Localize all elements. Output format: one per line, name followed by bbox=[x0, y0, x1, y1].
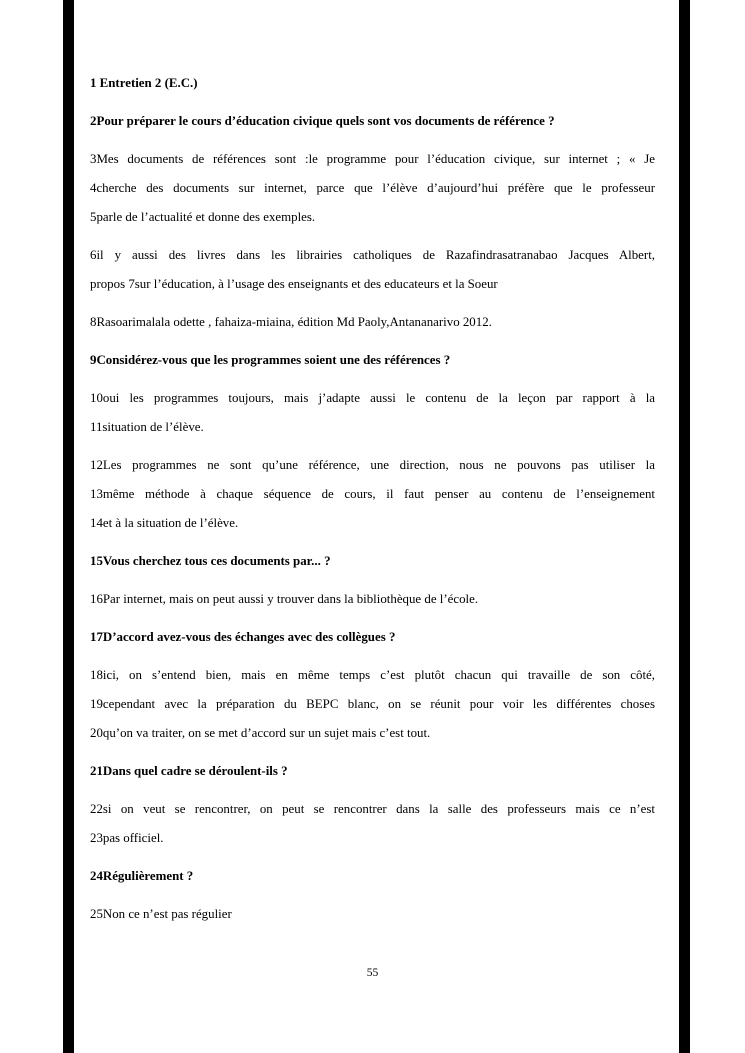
page-number: 55 bbox=[366, 967, 379, 979]
question-paragraph bbox=[90, 69, 655, 98]
text-line: 23pas officiel. bbox=[90, 831, 164, 845]
answer-paragraph bbox=[90, 795, 655, 853]
text-line: 21Dans quel cadre se déroulent-ils ? bbox=[90, 764, 288, 778]
question-paragraph bbox=[90, 862, 655, 891]
text-line: 18ici, on s’entend bien, mais en même temps c’est plutôt chacun qui travaille de son côté, bbox=[90, 668, 655, 682]
text-line: 25Non ce n’est pas régulier bbox=[90, 907, 232, 921]
text-line: 17D’accord avez-vous des échanges avec des collègues ? bbox=[90, 630, 396, 644]
text-line: 11situation de l’élève. bbox=[90, 420, 204, 434]
text-line: 3Mes documents de références sont :le programme pour l’éducation civique, sur internet ; « Je bbox=[90, 152, 655, 166]
text-line: 13même méthode à chaque séquence de cours, il faut penser au contenu de l’enseignement bbox=[90, 487, 655, 501]
page-edge-right-bar bbox=[679, 0, 690, 1053]
answer-paragraph bbox=[90, 241, 655, 299]
text-line: 1 Entretien 2 (E.C.) bbox=[90, 76, 198, 90]
answer-paragraph bbox=[90, 145, 655, 232]
text-line: 12Les programmes ne sont qu’une référence, une direction, nous ne pouvons pas utiliser la bbox=[90, 458, 655, 472]
question-paragraph bbox=[90, 346, 655, 375]
text-line: 22si on veut se rencontrer, on peut se rencontrer dans la salle des professeurs mais ce n’est bbox=[90, 802, 655, 816]
answer-paragraph bbox=[90, 585, 655, 614]
text-line: 4cherche des documents sur internet, parce que l’élève d’aujourd’hui préfère que le professeur bbox=[90, 181, 655, 195]
answer-paragraph bbox=[90, 661, 655, 748]
answer-paragraph bbox=[90, 451, 655, 538]
answer-paragraph bbox=[90, 308, 655, 337]
text-line: 9Considérez-vous que les programmes soient une des références ? bbox=[90, 353, 451, 367]
text-line: 10oui les programmes toujours, mais j’adapte aussi le contenu de la leçon par rapport à la bbox=[90, 391, 655, 405]
text-line: 24Régulièrement ? bbox=[90, 869, 194, 883]
text-line: 16Par internet, mais on peut aussi y trouver dans la bibliothèque de l’école. bbox=[90, 592, 479, 606]
page-edge-left-bar bbox=[63, 0, 74, 1053]
question-paragraph bbox=[90, 547, 655, 576]
text-line: 8Rasoarimalala odette , fahaiza-miaina, édition Md Paoly,Antananarivo 2012. bbox=[90, 315, 492, 329]
text-line: 15Vous cherchez tous ces documents par... ? bbox=[90, 554, 331, 568]
text-line: 14et à la situation de l’élève. bbox=[90, 516, 239, 530]
question-paragraph bbox=[90, 757, 655, 786]
document-page-content bbox=[90, 69, 655, 938]
question-paragraph bbox=[90, 623, 655, 652]
answer-paragraph bbox=[90, 384, 655, 442]
question-paragraph bbox=[90, 107, 655, 136]
text-line: 5parle de l’actualité et donne des exemples. bbox=[90, 210, 316, 224]
text-line: 6il y aussi des livres dans les librairies catholiques de Razafindrasatranabao Jacques Albert, bbox=[90, 248, 655, 262]
text-line: 20qu’on va traiter, on se met d’accord sur un sujet mais c’est tout. bbox=[90, 726, 431, 740]
answer-paragraph bbox=[90, 900, 655, 929]
text-line: 19cependant avec la préparation du BEPC blanc, on se réunit pour voir les différentes choses bbox=[90, 697, 655, 711]
text-line: propos 7sur l’éducation, à l’usage des enseignants et des educateurs et la Soeur bbox=[90, 277, 498, 291]
text-line: 2Pour préparer le cours d’éducation civique quels sont vos documents de référence ? bbox=[90, 114, 555, 128]
